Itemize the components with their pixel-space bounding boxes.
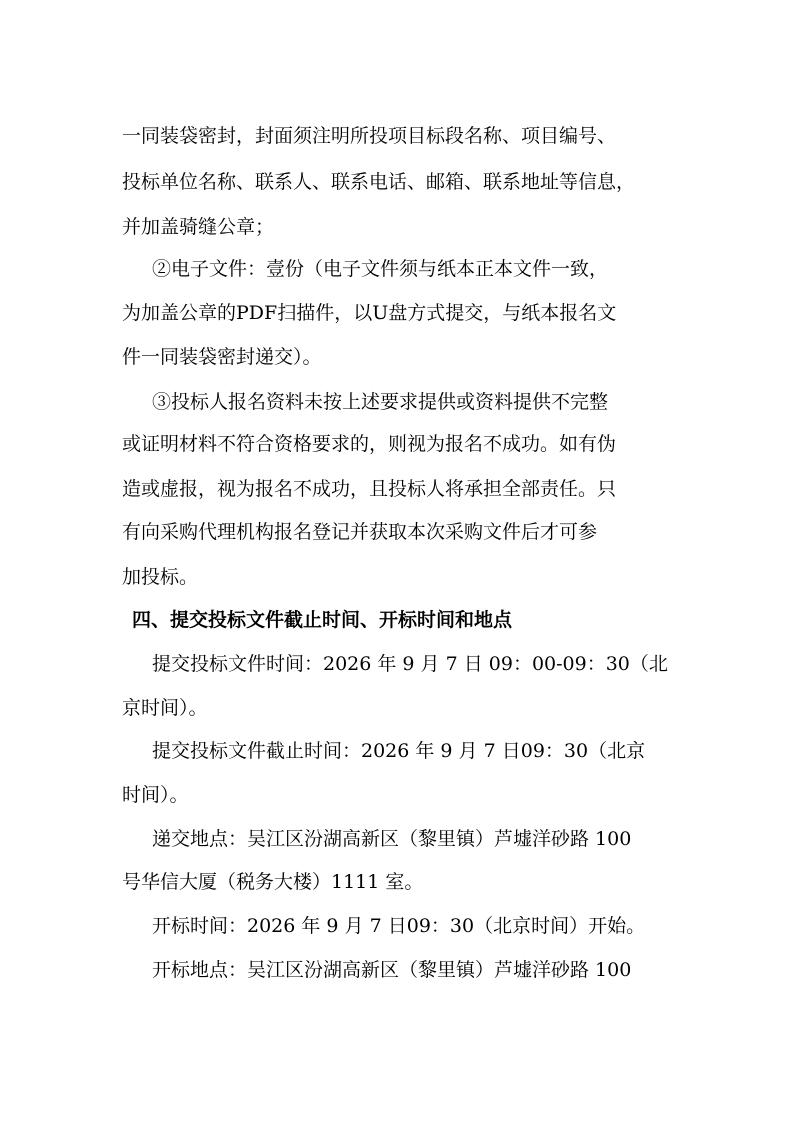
- line-text: 为加盖公章的PDF扫描件，以U盘方式提交，与纸本报名文: [122, 302, 617, 324]
- line-text: 递交地点：吴江区汾湖高新区（黎里镇）芦墟洋砂路 100: [152, 828, 632, 850]
- text-line: [0, 819, 800, 859]
- line-text: 一同装袋密封，封面须注明所投项目标段名称、项目编号、: [122, 125, 617, 147]
- line-text: 时间）。: [122, 784, 189, 806]
- text-line: [0, 557, 800, 597]
- line-text: 开标地点：吴江区汾湖高新区（黎里镇）芦墟洋砂路 100: [152, 959, 632, 981]
- text-line: [0, 207, 800, 247]
- line-text: 件一同装袋密封递交）。: [122, 346, 322, 368]
- line-text: 号华信大厦（税务大楼）1111 室。: [122, 871, 424, 893]
- line-text: 提交投标文件截止时间：2026 年 9 月 7 日09：30（北京: [152, 740, 646, 762]
- text-line: [0, 862, 800, 902]
- text-line: [0, 512, 800, 552]
- line-text: ②电子文件：壹份（电子文件须与纸本正本文件一致，: [152, 258, 609, 280]
- line-text: 提交投标文件时间：2026 年 9 月 7 日 09：00-09：30（北: [152, 653, 668, 675]
- text-line: [0, 337, 800, 377]
- section-heading: [0, 600, 800, 640]
- text-line: [0, 162, 800, 202]
- text-line: [0, 382, 800, 422]
- heading-text: 四、提交投标文件截止时间、开标时间和地点: [132, 609, 513, 631]
- text-line: [0, 293, 800, 333]
- text-line: [0, 249, 800, 289]
- text-line: [0, 950, 800, 990]
- text-line: [0, 906, 800, 946]
- text-line: [0, 775, 800, 815]
- line-text: 有向采购代理机构报名登记并获取本次采购文件后才可参: [122, 521, 598, 543]
- text-line: [0, 688, 800, 728]
- line-text: 开标时间：2026 年 9 月 7 日09：30（北京时间）开始。: [152, 915, 646, 937]
- line-text: 投标单位名称、联系人、联系电话、邮箱、联系地址等信息，: [122, 171, 636, 193]
- line-text: 并加盖骑缝公章；: [122, 216, 275, 238]
- line-text: 造或虚报，视为报名不成功，且投标人将承担全部责任。只: [122, 478, 617, 500]
- line-text: 或证明材料不符合资格要求的，则视为报名不成功。如有伪: [122, 433, 617, 455]
- text-line: [0, 116, 800, 156]
- text-line: [0, 644, 800, 684]
- line-text: 京时间）。: [122, 697, 208, 719]
- text-line: [0, 469, 800, 509]
- line-text: 加投标。: [122, 566, 199, 588]
- line-text: ③投标人报名资料未按上述要求提供或资料提供不完整: [152, 391, 609, 413]
- text-line: [0, 424, 800, 464]
- text-line: [0, 731, 800, 771]
